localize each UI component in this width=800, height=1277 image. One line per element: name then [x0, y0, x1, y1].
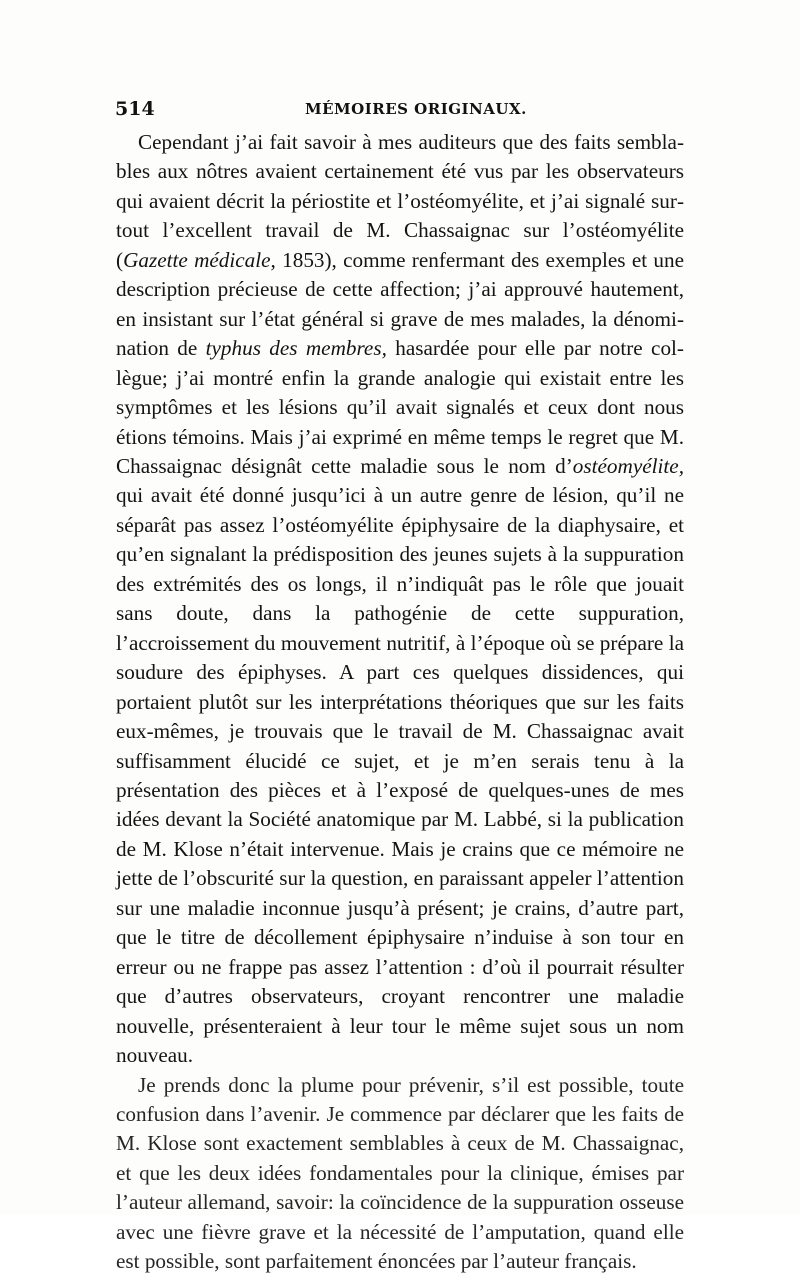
paragraph-1: [116, 128, 684, 1071]
text-run: qui avait été donné jusqu’ici à un autre genre de lésion, qu’il ne séparât pas assez l’ostéomyélite épiphysaire de la diaphysaire, et qu’en signalant la prédisposition des jeunes sujets à la suppuration des extrémités des os longs, il n’indiquât pas le rôle que jouait sans doute, dans la pathogénie de cette suppuration, l’accroissement du mouvement nutritif, à l’époque où se prépare la soudure des épiphyses. A part ces quelques dissidences, qui portaient plutôt sur les interprétations théoriques que sur les faits eux-mêmes, je trouvais que le travail de M. Chassaignac avait suffisamment élucidé ce sujet, et je m’en serais tenu à la présentation des pièces et à l’exposé de quelques-unes de mes idées devant la Société anatomique par M. Labbé, si la publication de M. Klose n’était intervenue. Mais je crains que ce mémoire ne jette de l’obscurité sur la question, en paraissant appeler l’attention sur une maladie inconnue jusqu’à présent; je crains, d’autre part, que le titre de décollement épiphysaire n’induise à son tour en erreur ou ne frappe pas assez l’attention : d’où il pourrait résulter que d’autres observateurs, croyant rencontrer une maladie nouvelle, présenteraient à leur tour le même sujet sous un nom nouveau.: [116, 483, 684, 1068]
text-run: Je prends donc la plume pour prévenir, s’il est possible, toute confusion dans l’avenir. Je commence par déclarer que les faits de M. Klose sont exactement semblables à ceux de M. Chassaignac, et que les deux idées fondamentales pour la clinique, émises par l’auteur allemand, savoir: la coïncidence de la suppuration osseuse avec une fièvre grave et la nécessité de l’amputation, quand elle est possible, sont parfaitement énoncées par l’auteur français.: [116, 1072, 684, 1274]
running-title: MÉMOIRES ORIGINAUX.: [305, 100, 527, 118]
italic-term: typhus des membres,: [205, 336, 387, 361]
running-header: [115, 98, 685, 126]
italic-term: ostéomyélite,: [572, 453, 684, 478]
paragraph-2: [116, 1071, 684, 1277]
italic-citation: Gazette médicale,: [123, 247, 276, 272]
body-text: [116, 128, 684, 1277]
text-run: Cependant j’ai fait savoir à mes auditeurs que des faits semblables aux nôtres avaient certainement été vus par les observateurs qui avaient décrit la périostite et l’ostéomyélite, et j’ai signalé surtout l’excellent travail de M. Chassaignac sur l’ostéomyélite (: [116, 130, 684, 272]
text-run: 1853), comme renfermant des exemples et une description précieuse de cette affection; j’ai approuvé hautement, en insistant sur l’état général si grave de mes malades, la dénomination de: [116, 247, 684, 361]
text-run: hasardée pour elle par notre collègue; j’ai montré enfin la grande analogie qui existait entre les symptômes et les lésions qu’il avait signalés et ceux dont nous étions témoins. Mais j’ai exprimé en même temps le regret que M. Chassaignac désignât cette maladie sous le nom d’: [116, 336, 684, 478]
page-number: 514: [115, 98, 155, 120]
